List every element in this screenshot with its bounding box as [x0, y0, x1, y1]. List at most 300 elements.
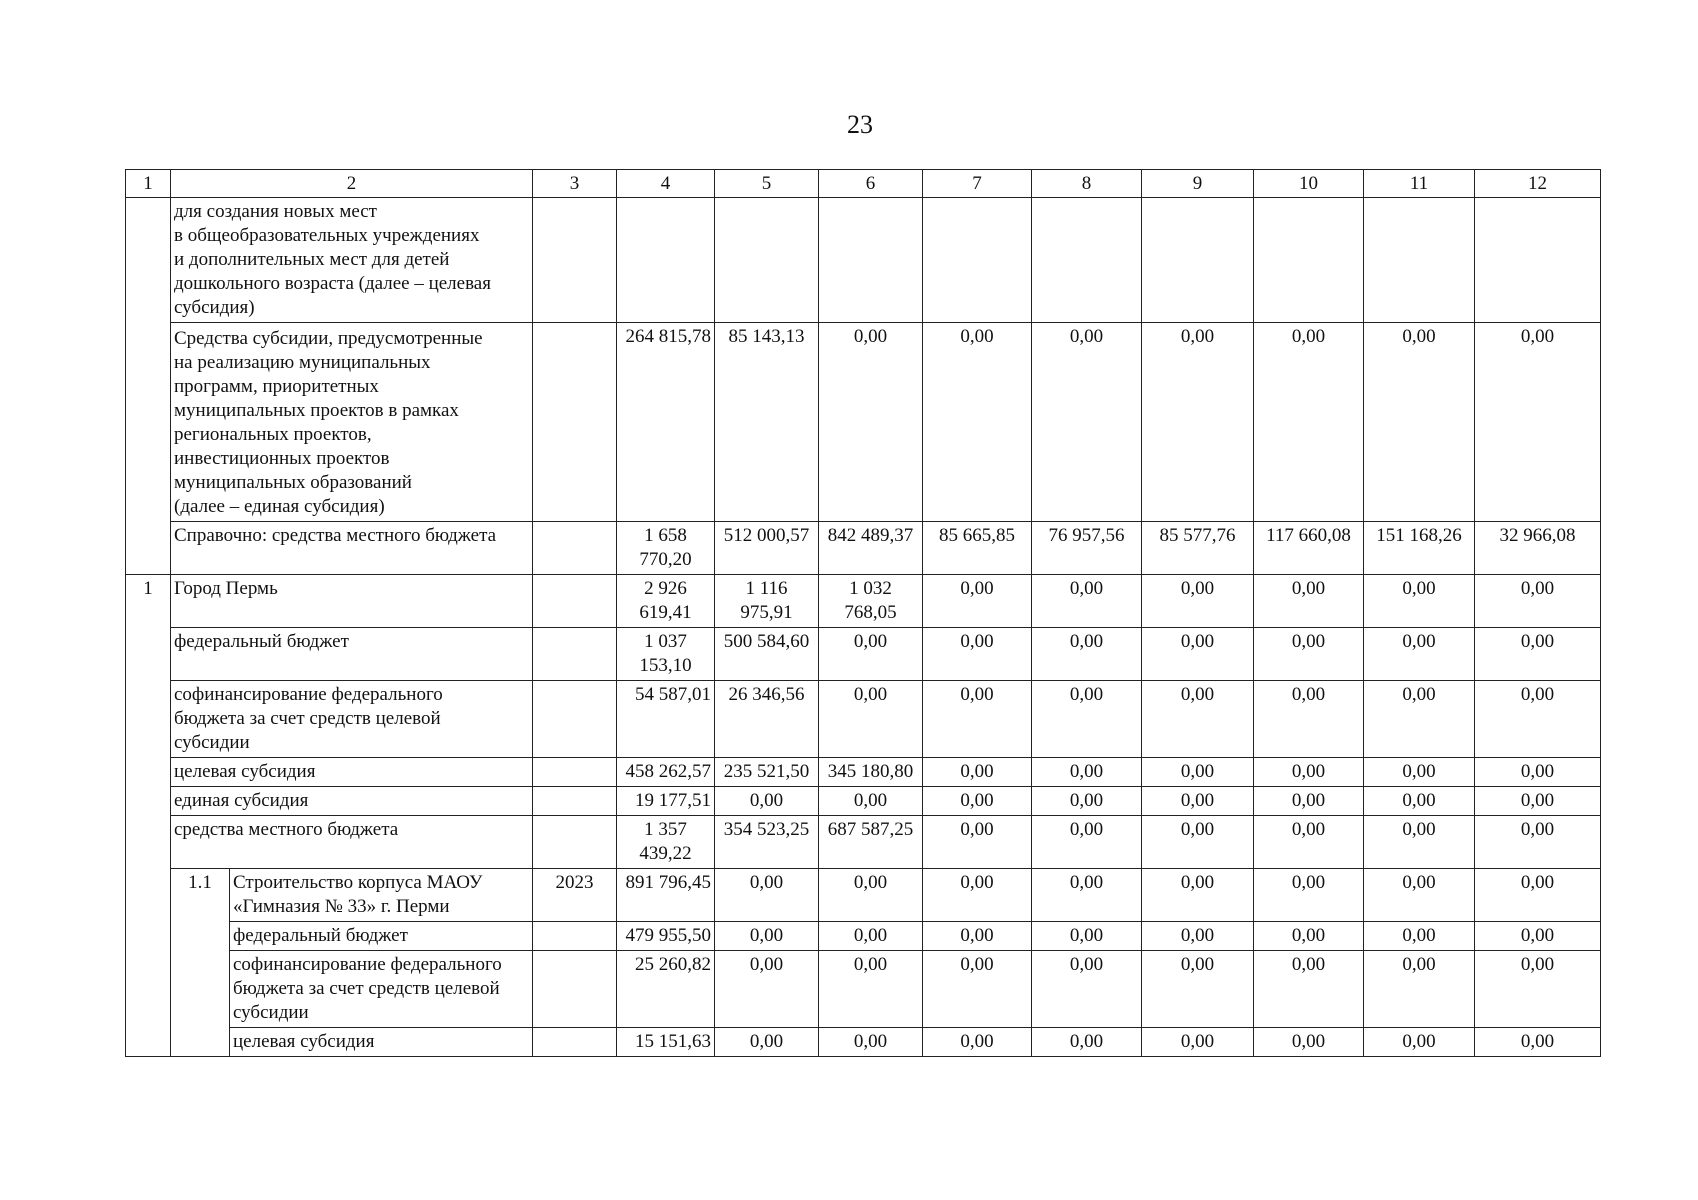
- row-label: [171, 816, 533, 869]
- value-text: 0,00: [1520, 872, 1555, 893]
- value-text: 354 523,25: [723, 819, 810, 840]
- value-cell-col8: [1032, 1028, 1142, 1057]
- value-cell-col5: [715, 869, 819, 922]
- value-cell-col9: [1142, 787, 1254, 816]
- value-cell-col11: [1364, 681, 1475, 758]
- row-number-cell: [126, 628, 171, 681]
- value-text: 1 357 439,22: [639, 819, 692, 864]
- year-cell: [533, 628, 617, 681]
- value-cell-col7: [923, 951, 1032, 1028]
- row-label-text: средства местного бюджета: [174, 819, 399, 840]
- year-cell: [533, 198, 617, 323]
- value-cell-col7: [923, 816, 1032, 869]
- row-label: [171, 575, 533, 628]
- value-text: 0,00: [1520, 326, 1555, 347]
- value-cell-col11: [1364, 816, 1475, 869]
- row-label-text: федеральный бюджет: [174, 631, 349, 652]
- value-text: 0,00: [1180, 954, 1215, 975]
- value-cell-col8: [1032, 575, 1142, 628]
- value-cell-col9: [1142, 758, 1254, 787]
- value-cell-col11: [1364, 758, 1475, 787]
- value-text: 0,00: [1180, 761, 1215, 782]
- value-text: 0,00: [1520, 1031, 1555, 1052]
- header-cell-2: 2: [171, 170, 533, 198]
- value-cell-col5: [715, 787, 819, 816]
- row-label: [171, 198, 533, 323]
- value-cell-col6: [819, 922, 923, 951]
- header-cell-3: 3: [533, 170, 617, 198]
- value-cell-col8: [1032, 522, 1142, 575]
- value-cell-col4: [617, 198, 715, 323]
- value-cell-col8: [1032, 951, 1142, 1028]
- value-text: 0,00: [749, 872, 784, 893]
- value-text: 0,00: [749, 954, 784, 975]
- value-cell-col11: [1364, 951, 1475, 1028]
- value-text: 0,00: [1291, 872, 1326, 893]
- value-text: 0,00: [1069, 761, 1104, 782]
- year-cell: [533, 575, 617, 628]
- value-cell-col8: [1032, 758, 1142, 787]
- value-cell-col4: [617, 758, 715, 787]
- value-cell-col10: [1254, 951, 1364, 1028]
- value-cell-col12: [1475, 816, 1601, 869]
- value-text: 0,00: [1402, 954, 1436, 975]
- year-cell: [533, 816, 617, 869]
- value-text: 0,00: [1520, 684, 1555, 705]
- value-text: 0,00: [853, 954, 888, 975]
- value-cell-col7: [923, 522, 1032, 575]
- value-text: 0,00: [1291, 578, 1326, 599]
- value-text: 500 584,60: [723, 631, 810, 652]
- row-label: [171, 758, 533, 787]
- value-text: 0,00: [1520, 819, 1555, 840]
- value-cell-col5: [715, 951, 819, 1028]
- header-cell-6: 6: [819, 170, 923, 198]
- value-text: 0,00: [960, 1031, 994, 1052]
- value-text: 0,00: [1402, 790, 1436, 811]
- row-label: [171, 522, 533, 575]
- value-cell-col10: [1254, 758, 1364, 787]
- value-cell-col11: [1364, 922, 1475, 951]
- header-cell-4: 4: [617, 170, 715, 198]
- value-text: 0,00: [1402, 761, 1436, 782]
- value-cell-col8: [1032, 922, 1142, 951]
- value-text: 0,00: [1069, 578, 1104, 599]
- value-cell-col9: [1142, 522, 1254, 575]
- value-text: 0,00: [1069, 790, 1104, 811]
- value-text: 0,00: [1069, 631, 1104, 652]
- value-cell-col4: [617, 922, 715, 951]
- value-cell-col5: [715, 522, 819, 575]
- value-text: 0,00: [1520, 578, 1555, 599]
- value-text: 842 489,37: [827, 525, 914, 546]
- value-cell-col8: [1032, 198, 1142, 323]
- row-label-text: Справочно: средства местного бюджета: [174, 525, 497, 546]
- value-text: 512 000,57: [723, 525, 810, 546]
- value-cell-col9: [1142, 681, 1254, 758]
- value-text: 0,00: [749, 925, 784, 946]
- value-text: 0,00: [1520, 954, 1555, 975]
- value-text: 235 521,50: [723, 761, 810, 782]
- row-label-text: единая субсидия: [174, 790, 309, 811]
- value-text: 0,00: [1291, 1031, 1326, 1052]
- table-row: [126, 575, 1601, 628]
- row-label-text: целевая субсидия: [233, 1031, 375, 1052]
- value-text: 0,00: [1180, 925, 1215, 946]
- value-cell-col5: [715, 922, 819, 951]
- value-text: 0,00: [853, 684, 888, 705]
- header-cell-5: 5: [715, 170, 819, 198]
- value-text: 0,00: [960, 326, 994, 347]
- value-text: 0,00: [960, 631, 994, 652]
- value-text: 891 796,45: [625, 872, 711, 893]
- value-text: 1 037 153,10: [639, 631, 692, 676]
- value-cell-col11: [1364, 787, 1475, 816]
- value-cell-col12: [1475, 869, 1601, 922]
- value-cell-col7: [923, 681, 1032, 758]
- sub-row-number-cell: [171, 1028, 230, 1057]
- table-row: [126, 816, 1601, 869]
- year-cell: [533, 951, 617, 1028]
- header-cell-10: 10: [1254, 170, 1364, 198]
- value-cell-col5: [715, 681, 819, 758]
- value-cell-col6: [819, 1028, 923, 1057]
- value-cell-col6: [819, 522, 923, 575]
- value-text: 1 032 768,05: [844, 578, 897, 623]
- value-text: 0,00: [1069, 1031, 1104, 1052]
- year-cell: [533, 758, 617, 787]
- value-cell-col6: [819, 951, 923, 1028]
- value-cell-col10: [1254, 198, 1364, 323]
- value-cell-col10: [1254, 323, 1364, 522]
- value-text: 0,00: [1291, 326, 1326, 347]
- year-cell: [533, 922, 617, 951]
- value-cell-col10: [1254, 628, 1364, 681]
- table-row: [126, 758, 1601, 787]
- value-cell-col5: [715, 323, 819, 522]
- value-text: 0,00: [1402, 872, 1436, 893]
- value-text: 54 587,01: [635, 684, 711, 705]
- table-row: [126, 522, 1601, 575]
- value-cell-col5: [715, 816, 819, 869]
- row-number-cell: [126, 951, 171, 1028]
- value-cell-col6: [819, 628, 923, 681]
- value-text: 0,00: [960, 790, 994, 811]
- value-cell-col10: [1254, 816, 1364, 869]
- table-row: [126, 787, 1601, 816]
- value-text: 19 177,51: [635, 790, 711, 811]
- sub-row-number-cell: [171, 922, 230, 951]
- value-cell-col10: [1254, 1028, 1364, 1057]
- value-text: 1 116 975,91: [740, 578, 793, 623]
- year-cell: [533, 323, 617, 522]
- value-cell-col6: [819, 323, 923, 522]
- value-text: 15 151,63: [635, 1031, 711, 1052]
- header-cell-7: 7: [923, 170, 1032, 198]
- row-label-text: Строительство корпуса МАОУ «Гимназия № 33» г. Перми: [233, 872, 483, 917]
- value-cell-col7: [923, 787, 1032, 816]
- value-text: 1 658 770,20: [639, 525, 692, 570]
- value-cell-col4: [617, 951, 715, 1028]
- value-text: 2 926 619,41: [639, 578, 692, 623]
- value-text: 0,00: [853, 1031, 888, 1052]
- value-cell-col11: [1364, 869, 1475, 922]
- table-row: [126, 922, 1601, 951]
- value-cell-col6: [819, 198, 923, 323]
- value-cell-col12: [1475, 323, 1601, 522]
- value-text: 76 957,56: [1048, 525, 1125, 546]
- value-text: 0,00: [1402, 925, 1436, 946]
- value-text: 117 660,08: [1266, 525, 1351, 546]
- value-text: 0,00: [960, 761, 994, 782]
- value-cell-col12: [1475, 522, 1601, 575]
- value-cell-col9: [1142, 951, 1254, 1028]
- table-row: [126, 323, 1601, 522]
- row-number-cell: [126, 758, 171, 787]
- value-text: 0,00: [1180, 1031, 1215, 1052]
- value-cell-col7: [923, 198, 1032, 323]
- value-text: 0,00: [1069, 684, 1104, 705]
- year-cell: [533, 1028, 617, 1057]
- value-cell-col4: [617, 323, 715, 522]
- year-cell: 2023: [533, 869, 617, 922]
- value-text: 85 143,13: [728, 326, 805, 347]
- value-cell-col5: [715, 758, 819, 787]
- sub-row-number-cell: 1.1: [171, 869, 230, 922]
- header-cell-11: 11: [1364, 170, 1475, 198]
- table-row: [126, 869, 1601, 922]
- value-cell-col6: [819, 787, 923, 816]
- value-cell-col12: [1475, 787, 1601, 816]
- value-cell-col8: [1032, 628, 1142, 681]
- value-cell-col5: [715, 628, 819, 681]
- value-cell-col12: [1475, 1028, 1601, 1057]
- value-cell-col6: [819, 816, 923, 869]
- table-row: [126, 951, 1601, 1028]
- value-cell-col5: [715, 575, 819, 628]
- value-cell-col10: [1254, 869, 1364, 922]
- value-cell-col7: [923, 575, 1032, 628]
- year-cell: [533, 522, 617, 575]
- value-cell-col9: [1142, 1028, 1254, 1057]
- value-text: 0,00: [1069, 326, 1104, 347]
- value-cell-col11: [1364, 575, 1475, 628]
- value-text: 0,00: [1291, 925, 1326, 946]
- row-label: [171, 787, 533, 816]
- value-text: 0,00: [1291, 790, 1326, 811]
- header-cell-12: 12: [1475, 170, 1601, 198]
- row-label: [230, 1028, 533, 1057]
- row-label: [171, 323, 533, 522]
- value-cell-col9: [1142, 575, 1254, 628]
- value-text: 0,00: [1291, 819, 1326, 840]
- table-body: [126, 170, 1601, 1057]
- value-cell-col7: [923, 628, 1032, 681]
- value-text: 0,00: [1180, 326, 1215, 347]
- value-text: 0,00: [960, 819, 994, 840]
- value-cell-col4: [617, 628, 715, 681]
- header-cell-1: 1: [126, 170, 171, 198]
- value-text: 479 955,50: [625, 925, 711, 946]
- value-text: 0,00: [1402, 819, 1436, 840]
- row-label-text: федеральный бюджет: [233, 925, 408, 946]
- value-cell-col9: [1142, 869, 1254, 922]
- value-cell-col4: [617, 869, 715, 922]
- table-row: [126, 681, 1601, 758]
- value-text: 0,00: [749, 1031, 784, 1052]
- value-cell-col9: [1142, 628, 1254, 681]
- value-cell-col7: [923, 869, 1032, 922]
- budget-table: [125, 169, 1601, 1057]
- value-text: 687 587,25: [827, 819, 914, 840]
- value-text: 0,00: [1180, 872, 1215, 893]
- value-cell-col4: [617, 787, 715, 816]
- value-cell-col7: [923, 758, 1032, 787]
- value-text: 25 260,82: [635, 954, 711, 975]
- value-cell-col10: [1254, 681, 1364, 758]
- value-text: 0,00: [1180, 631, 1215, 652]
- value-cell-col5: [715, 198, 819, 323]
- value-text: 0,00: [1520, 631, 1555, 652]
- row-label: [230, 951, 533, 1028]
- value-cell-col4: [617, 522, 715, 575]
- row-label-text: софинансирование федерального бюджета за счет средств целевой субсидии: [174, 684, 443, 753]
- value-cell-col8: [1032, 816, 1142, 869]
- value-cell-col4: [617, 681, 715, 758]
- table-row: [126, 198, 1601, 323]
- value-cell-col12: [1475, 758, 1601, 787]
- value-text: 0,00: [853, 872, 888, 893]
- value-text: 345 180,80: [827, 761, 914, 782]
- value-cell-col11: [1364, 522, 1475, 575]
- value-cell-col6: [819, 681, 923, 758]
- value-text: 0,00: [1402, 684, 1436, 705]
- row-label: [230, 869, 533, 922]
- value-cell-col8: [1032, 681, 1142, 758]
- value-text: 0,00: [1520, 761, 1555, 782]
- value-cell-col9: [1142, 816, 1254, 869]
- row-label: [171, 681, 533, 758]
- value-text: 0,00: [960, 954, 994, 975]
- value-cell-col9: [1142, 198, 1254, 323]
- value-cell-col8: [1032, 869, 1142, 922]
- value-text: 0,00: [1291, 631, 1326, 652]
- value-cell-col12: [1475, 198, 1601, 323]
- page-number: 23: [847, 110, 873, 139]
- sub-row-number-cell: [171, 951, 230, 1028]
- value-text: 0,00: [1291, 761, 1326, 782]
- value-text: 0,00: [1402, 1031, 1436, 1052]
- value-text: 0,00: [853, 326, 888, 347]
- value-text: 85 665,85: [939, 525, 1015, 546]
- row-number-cell: [126, 869, 171, 922]
- value-cell-col12: [1475, 922, 1601, 951]
- row-label-text: для создания новых мест в общеобразовательных учреждениях и дополнительных мест для детей дошкольного возраста (далее – целевая субсидия): [174, 201, 491, 318]
- header-cell-9: 9: [1142, 170, 1254, 198]
- value-cell-col6: [819, 869, 923, 922]
- table-row: [126, 628, 1601, 681]
- value-text: 458 262,57: [625, 761, 711, 782]
- table-row: [126, 1028, 1601, 1057]
- value-text: 0,00: [960, 578, 994, 599]
- row-label: [230, 922, 533, 951]
- value-text: 85 577,76: [1159, 525, 1236, 546]
- value-text: 0,00: [960, 684, 994, 705]
- value-text: 0,00: [1520, 790, 1555, 811]
- value-cell-col7: [923, 1028, 1032, 1057]
- value-text: 0,00: [1402, 578, 1436, 599]
- row-number-cell: [126, 198, 171, 323]
- value-text: 0,00: [1520, 925, 1555, 946]
- value-text: 0,00: [1180, 790, 1215, 811]
- row-label-text: Средства субсидии, предусмотренные на реализацию муниципальных программ, приоритетных муниципальных проектов в рамках региональных проектов, инвестиционных проектов муниципальных образований (далее – единая субсидия): [174, 328, 483, 517]
- value-cell-col4: [617, 816, 715, 869]
- value-cell-col10: [1254, 575, 1364, 628]
- value-text: 0,00: [1402, 326, 1436, 347]
- value-text: 0,00: [853, 631, 888, 652]
- value-text: 0,00: [1069, 925, 1104, 946]
- row-number-cell: [126, 681, 171, 758]
- value-text: 32 966,08: [1499, 525, 1576, 546]
- row-number-cell: [126, 1028, 171, 1057]
- row-label-text: Город Пермь: [174, 578, 278, 599]
- value-text: 0,00: [853, 790, 888, 811]
- value-cell-col9: [1142, 922, 1254, 951]
- value-text: 0,00: [1291, 954, 1326, 975]
- row-label: [171, 628, 533, 681]
- value-cell-col10: [1254, 922, 1364, 951]
- row-number-cell: [126, 522, 171, 575]
- value-cell-col4: [617, 575, 715, 628]
- value-text: 151 168,26: [1376, 525, 1462, 546]
- value-text: 0,00: [853, 925, 888, 946]
- value-cell-col10: [1254, 787, 1364, 816]
- value-text: 0,00: [1180, 578, 1215, 599]
- value-cell-col11: [1364, 323, 1475, 522]
- value-cell-col12: [1475, 628, 1601, 681]
- value-cell-col7: [923, 922, 1032, 951]
- row-number-cell: [126, 816, 171, 869]
- value-text: 264 815,78: [625, 326, 711, 347]
- value-text: 0,00: [1069, 819, 1104, 840]
- row-label-text: софинансирование федерального бюджета за счет средств целевой субсидии: [233, 954, 502, 1023]
- value-cell-col7: [923, 323, 1032, 522]
- value-text: 0,00: [1180, 819, 1215, 840]
- value-text: 0,00: [1180, 684, 1215, 705]
- value-text: 0,00: [749, 790, 784, 811]
- value-cell-col4: [617, 1028, 715, 1057]
- header-row: [126, 170, 1601, 198]
- value-cell-col5: [715, 1028, 819, 1057]
- value-cell-col8: [1032, 323, 1142, 522]
- value-cell-col10: [1254, 522, 1364, 575]
- row-number-cell: [126, 922, 171, 951]
- value-text: 0,00: [1291, 684, 1326, 705]
- year-cell: [533, 681, 617, 758]
- value-cell-col9: [1142, 323, 1254, 522]
- value-cell-col6: [819, 758, 923, 787]
- value-text: 0,00: [1069, 872, 1104, 893]
- value-cell-col8: [1032, 787, 1142, 816]
- value-cell-col12: [1475, 575, 1601, 628]
- value-cell-col6: [819, 575, 923, 628]
- value-text: 0,00: [1402, 631, 1436, 652]
- value-text: 26 346,56: [728, 684, 805, 705]
- row-number-cell: 1: [126, 575, 171, 628]
- header-cell-8: 8: [1032, 170, 1142, 198]
- value-text: 0,00: [960, 872, 994, 893]
- row-label-text: целевая субсидия: [174, 761, 316, 782]
